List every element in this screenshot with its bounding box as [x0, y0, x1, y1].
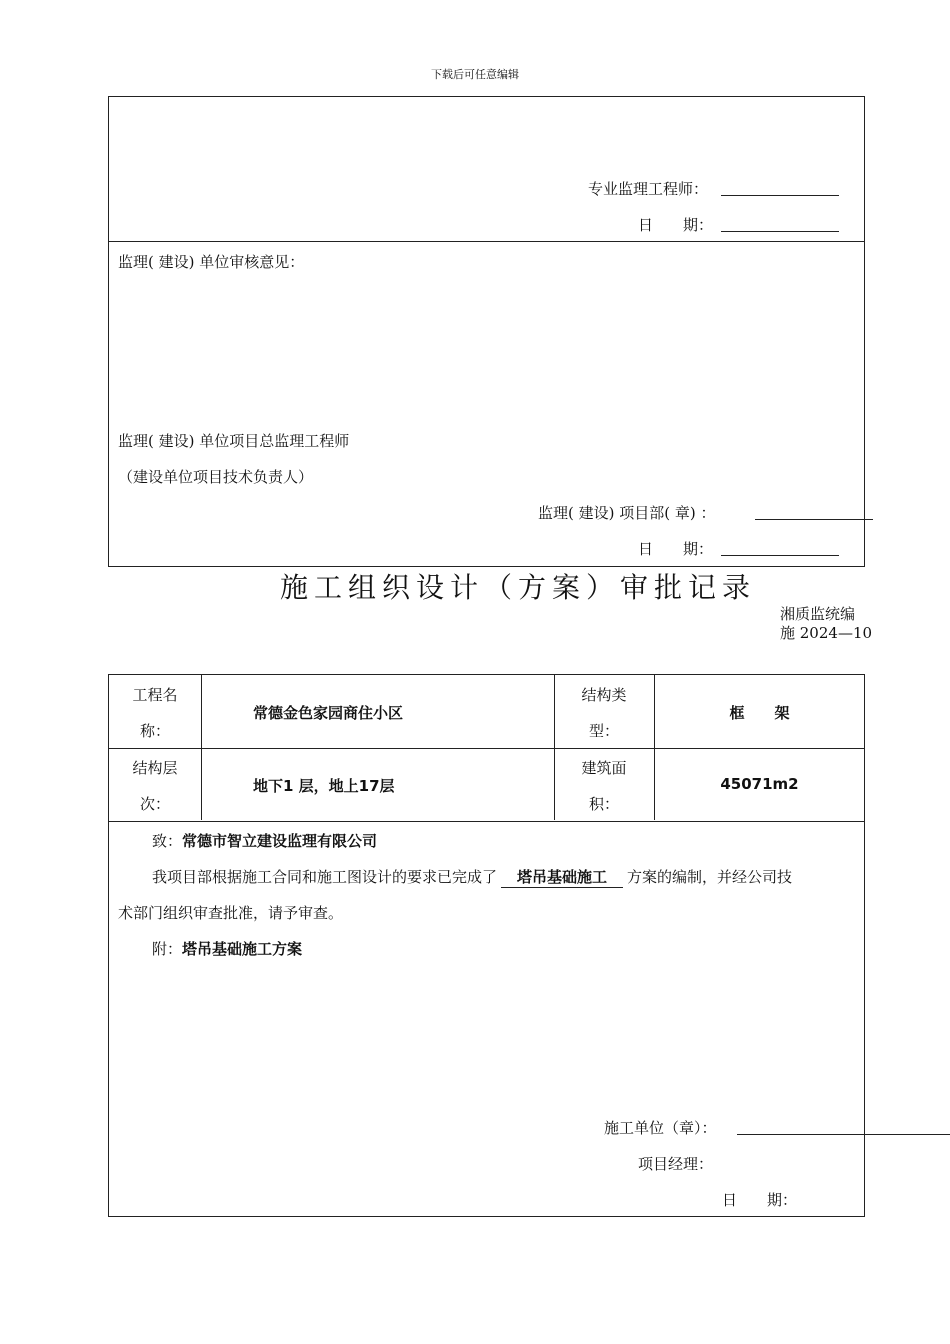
submission-date-label: 日 期：: [722, 1191, 798, 1209]
structure-type-value: 框 架: [729, 704, 790, 722]
contractor-seal-label: 施工单位（章）：: [604, 1119, 717, 1137]
form-code-line2: 施 2024—10: [780, 624, 873, 642]
review-date-label: 日 期：: [638, 540, 714, 558]
building-area-label-1: 建筑面: [581, 759, 627, 777]
contractor-seal-line[interactable]: [737, 1116, 950, 1135]
building-area-value: 45071m2: [720, 775, 799, 793]
dept-seal-line[interactable]: [755, 501, 873, 520]
structure-type-label-1: 结构类: [581, 686, 627, 704]
project-name-label-2: 称：: [139, 722, 170, 740]
structure-type-label-2: 型：: [588, 722, 619, 740]
body-suffix: 方案的编制，并经公司技: [627, 868, 793, 886]
structure-floors-label-1: 结构层: [132, 759, 178, 777]
header-note: 下载后可任意编辑: [431, 68, 519, 81]
plan-name: 塔吊基础施工: [501, 866, 623, 888]
addressee-prefix: 致：: [152, 832, 183, 850]
attachment-line: [152, 938, 302, 959]
structure-floors-value: 地下1 层，地上17层: [253, 777, 395, 795]
structure-floors-label-2: 次：: [139, 795, 170, 813]
review-date-line[interactable]: [721, 537, 839, 556]
opinion-label: 监理( 建设) 单位审核意见：: [118, 253, 305, 271]
col-divider: [654, 675, 655, 820]
building-area-label-2: 积：: [588, 795, 619, 813]
top-date-line[interactable]: [721, 213, 839, 232]
attachment-prefix: 附：: [152, 940, 183, 958]
body-line-1: [152, 866, 792, 888]
col-divider: [201, 675, 202, 820]
project-name-value: 常德金色家园商住小区: [253, 704, 404, 722]
owner-tech-label: （建设单位项目技术负责人）: [118, 468, 314, 486]
body-line-2: 术部门组织审查批准，请予审查。: [118, 904, 344, 922]
section-divider: [109, 241, 864, 242]
pm-label: 项目经理：: [638, 1155, 714, 1173]
body-prefix: 我项目部根据施工合同和施工图设计的要求已完成了: [152, 868, 498, 886]
top-date-label: 日 期：: [638, 216, 714, 234]
attachment-value: 塔吊基础施工方案: [182, 940, 303, 958]
form-code-line1: 湘质监统编: [780, 605, 856, 623]
row-divider: [109, 748, 864, 749]
form-title: 施工组织设计（方案）审批记录: [279, 571, 756, 604]
addressee-line: [152, 830, 377, 851]
engineer-label: 专业监理工程师：: [588, 180, 709, 198]
project-name-label-1: 工程名: [132, 686, 178, 704]
chief-engineer-label: 监理( 建设) 单位项目总监理工程师: [118, 432, 350, 450]
addressee-value: 常德市智立建设监理有限公司: [182, 832, 378, 850]
dept-seal-label: 监理( 建设) 项目部( 章) ：: [538, 504, 716, 522]
review-box: [108, 96, 865, 567]
engineer-signature-line[interactable]: [721, 177, 839, 196]
row-divider: [109, 821, 864, 822]
